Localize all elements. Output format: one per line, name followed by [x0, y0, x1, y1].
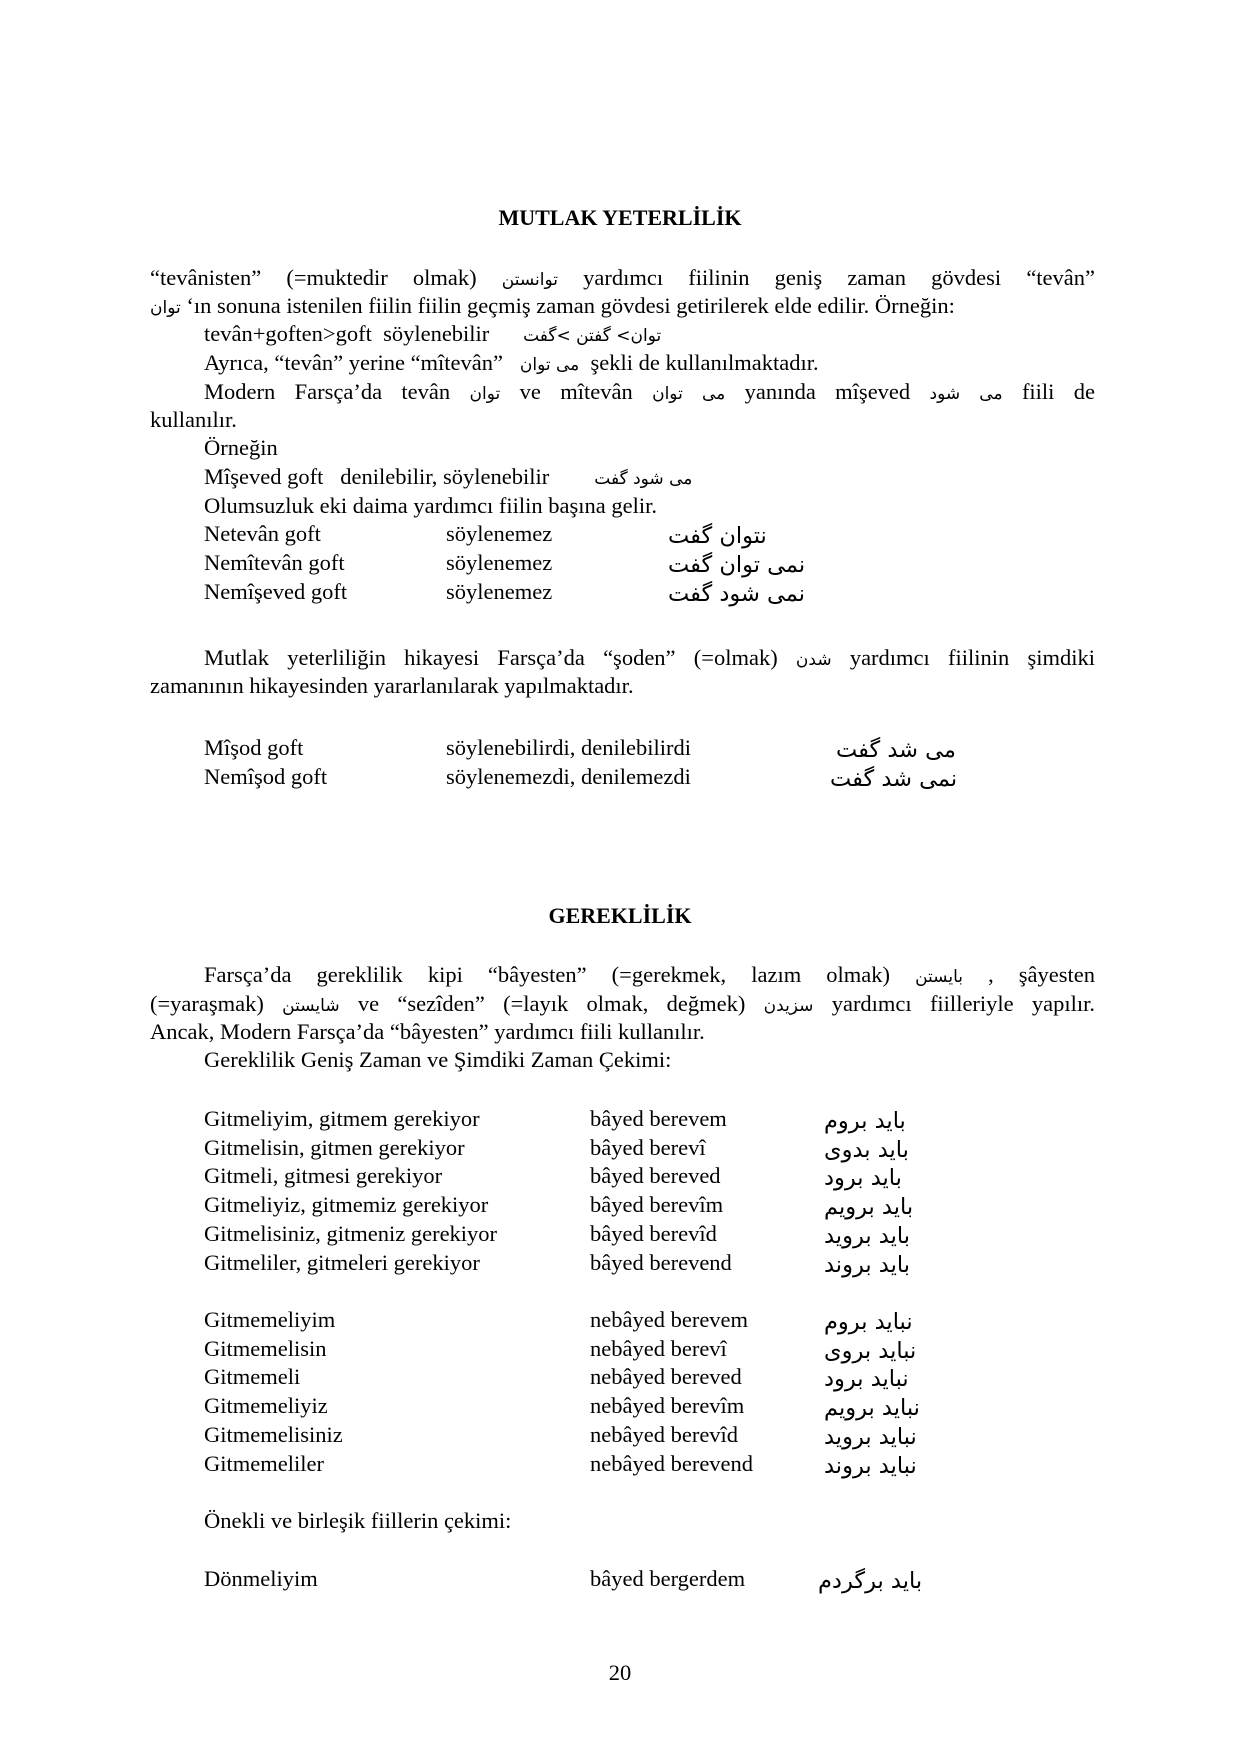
table-cell: Gitmemelisiniz: [204, 1422, 343, 1447]
persian-word: توان> گفتن >گفت: [523, 326, 662, 346]
persian-word: شدن: [795, 650, 832, 670]
paragraph-line: [150, 263, 1095, 295]
table-cell: nebâyed bereved: [590, 1364, 742, 1389]
persian-word: نتوان گفت: [668, 523, 767, 549]
persian-word: باید برود: [824, 1165, 902, 1191]
persian-word: نمی شد گفت: [830, 766, 958, 792]
text-span: ‘ın sonuna istenilen fiilin fiilin geçmiş zaman gövdesi getirilerek elde edilir. Örneğin:: [186, 293, 955, 318]
text-span: (=yaraşmak): [150, 991, 264, 1016]
table-cell: nebâyed berevîd: [590, 1422, 739, 1447]
table-cell: bâyed berevî: [590, 1135, 706, 1160]
subheading: Gereklilik Geniş Zaman ve Şimdiki Zaman Çekimi:: [204, 1047, 672, 1072]
table-cell: bâyed bergerdem: [590, 1566, 746, 1591]
table-cell: nebâyed berevend: [590, 1451, 754, 1476]
persian-word: توانستن: [501, 270, 559, 290]
paragraph-line: Olumsuzluk eki daima yardımcı fiilin başına gelir.: [204, 493, 658, 518]
persian-word: سزیدن: [763, 996, 814, 1016]
text-span: şâyesten: [1018, 962, 1096, 987]
table-cell: Gitmeli, gitmesi gerekiyor: [204, 1163, 443, 1188]
persian-word: نباید بروم: [824, 1309, 913, 1335]
table-cell: söylenemez: [446, 579, 553, 604]
text-span: fiili de: [1021, 379, 1096, 404]
table-cell: Gitmemeliyim: [204, 1307, 336, 1332]
persian-word: شایستن: [282, 996, 340, 1016]
table-cell: Dönmeliyim: [204, 1566, 318, 1591]
paragraph-line: [204, 377, 1095, 409]
table-cell: bâyed berevend: [590, 1250, 732, 1275]
text-span: yanında mîşeved: [744, 379, 911, 404]
table-cell: Mîşod goft: [204, 735, 304, 760]
paragraph-line: [204, 960, 1095, 992]
table-cell: Gitmemeli: [204, 1364, 301, 1389]
text-span: Modern Farsça’da tevân: [204, 379, 451, 404]
table-cell: bâyed berevîd: [590, 1221, 717, 1246]
table-cell: Gitmemeliler: [204, 1451, 324, 1476]
table-cell: Gitmelisiniz, gitmeniz gerekiyor: [204, 1221, 498, 1246]
section-heading-mutlak-yeterlilik: MUTLAK YETERLİLİK: [498, 205, 742, 230]
text-span: yardımcı fiilinin şimdiki: [849, 645, 1096, 670]
persian-word: بایستن: [915, 967, 963, 987]
table-cell: Gitmemeliyiz: [204, 1393, 328, 1418]
paragraph-line: [204, 349, 819, 379]
table-cell: nebâyed berevîm: [590, 1393, 745, 1418]
persian-word: توان: [150, 298, 181, 318]
table-cell: Gitmeliyim, gitmem gerekiyor: [204, 1106, 480, 1131]
section-heading-gereklilik: GEREKLİLİK: [548, 903, 692, 928]
table-cell: Gitmeliler, gitmeleri gerekiyor: [204, 1250, 480, 1275]
paragraph-line: [204, 643, 1095, 675]
subheading: Önekli ve birleşik fiillerin çekimi:: [204, 1508, 512, 1533]
text-span: şekli de kullanılmaktadır.: [590, 350, 819, 375]
table-cell: bâyed bereved: [590, 1163, 721, 1188]
persian-word: باید بروید: [824, 1223, 910, 1249]
example-line: [204, 463, 692, 493]
table-cell: söylenemezdi, denilemezdi: [446, 764, 691, 789]
persian-word: می توان: [652, 384, 726, 404]
table-cell: söylenemez: [446, 521, 553, 546]
example-line: [204, 320, 661, 350]
text-span: Mîşeved goft denilebilir, söylenebilir: [204, 464, 550, 489]
table-cell: Nemîşod goft: [204, 764, 328, 789]
paragraph-line: [150, 989, 1095, 1021]
persian-word: می شود گفت: [594, 469, 693, 489]
table-cell: Nemîşeved goft: [204, 579, 348, 604]
table-cell: bâyed berevem: [590, 1106, 727, 1131]
persian-word: می توان: [519, 355, 580, 375]
persian-word: نباید بروید: [824, 1424, 917, 1450]
table-cell: söylenemez: [446, 550, 553, 575]
table-cell: nebâyed berevî: [590, 1336, 727, 1361]
table-cell: bâyed berevîm: [590, 1192, 724, 1217]
table-cell: Netevân goft: [204, 521, 321, 546]
text-span: Farsça’da gereklilik kipi “bâyesten” (=gerekmek, lazım olmak): [204, 962, 891, 987]
paragraph-line: [150, 292, 955, 322]
table-cell: söylenebilirdi, denilebilirdi: [446, 735, 691, 760]
table-cell: Gitmeliyiz, gitmemiz gerekiyor: [204, 1192, 489, 1217]
persian-word: نباید برویم: [824, 1395, 920, 1421]
persian-word: نباید بروی: [824, 1338, 917, 1364]
persian-word: نباید بروند: [824, 1453, 917, 1479]
text-span: ve mîtevân: [519, 379, 633, 404]
text-span: ve “sezîden” (=layık olmak, değmek): [357, 991, 746, 1016]
paragraph-line: Örneğin: [204, 435, 278, 460]
persian-word: باید بروم: [824, 1108, 906, 1134]
persian-word: می شود: [929, 384, 1003, 404]
text-span: yardımcı fiilinin geniş zaman gövdesi “tevân”: [583, 265, 1096, 290]
text-span: yardımcı fiilleriyle yapılır.: [831, 991, 1096, 1016]
paragraph-line: kullanılır.: [150, 407, 237, 432]
page-number: 20: [608, 1660, 632, 1685]
text-span: Mutlak yeterliliğin hikayesi Farsça’da “şoden” (=olmak): [204, 645, 778, 670]
persian-word: نباید برود: [824, 1366, 909, 1392]
persian-word: توان: [469, 384, 501, 404]
paragraph-line: Ancak, Modern Farsça’da “bâyesten” yardımcı fiili kullanılır.: [150, 1019, 705, 1044]
persian-word: باید بدوی: [824, 1137, 909, 1163]
text-span: tevân+goften>goft söylenebilir: [204, 321, 490, 346]
table-cell: Gitmemelisin: [204, 1336, 327, 1361]
table-cell: Nemîtevân goft: [204, 550, 345, 575]
table-cell: nebâyed berevem: [590, 1307, 749, 1332]
persian-word: باید برویم: [824, 1194, 914, 1220]
persian-word: باید بروند: [824, 1252, 910, 1278]
persian-word: می شد گفت: [836, 737, 956, 763]
text-span: ,: [988, 962, 994, 987]
persian-word: نمی توان گفت: [668, 552, 806, 578]
text-span: “tevânisten” (=muktedir olmak): [150, 265, 477, 290]
persian-word: نمی شود گفت: [668, 581, 806, 607]
persian-word: باید برگردم: [818, 1568, 923, 1594]
text-span: Ayrıca, “tevân” yerine “mîtevân”: [204, 350, 504, 375]
table-cell: Gitmelisin, gitmen gerekiyor: [204, 1135, 465, 1160]
paragraph-line: zamanının hikayesinden yararlanılarak yapılmaktadır.: [150, 673, 634, 698]
